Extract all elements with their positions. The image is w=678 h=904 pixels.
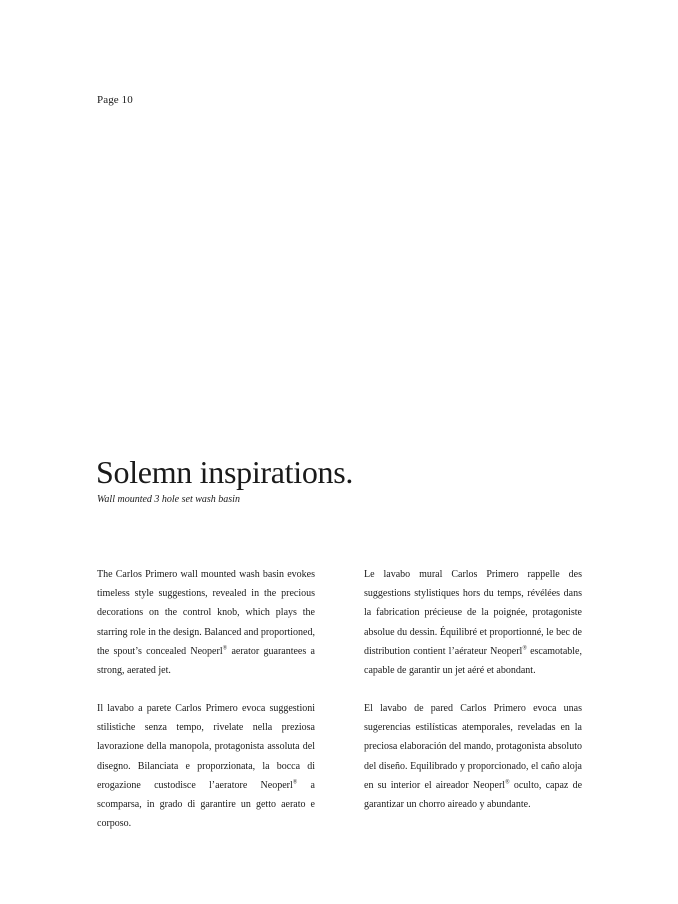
page-number: Page 10 (97, 94, 133, 106)
paragraph-italian: Il lavabo a parete Carlos Primero evoca suggestioni stilistiche senza tempo, rivelate nella preziosa lavorazione della manopola, protagonista assoluta del disegno. Bilanciata e proporzionata, la bocca di erogazione custodisce l’aeratore Neoperl® a scomparsa, in grado di garantire un getto aerato e corposo. (97, 703, 315, 830)
paragraph-english: The Carlos Primero wall mounted wash basin evokes timeless style suggestions, revealed in the precious decorations on the control knob, which plays the starring role in the design. Balanced and proportioned, the spout’s concealed Neoperl® aerator guarantees a strong, aerated jet. (97, 569, 315, 677)
paragraph-french: Le lavabo mural Carlos Primero rappelle des suggestions stylistiques hors du temps, révélées dans la fabrication précieuse de la poignée, protagoniste absolue du dessin. Équilibré et proportionné, le bec de distribution contient l’aérateur Neoperl® escamotable, capable de garantir un jet aéré et abondant. (364, 569, 582, 677)
paragraph-spanish: El lavabo de pared Carlos Primero evoca unas sugerencias estilísticas atemporales, reveladas en la preciosa elaboración del mando, protagonista absoluto del diseño. Equilibrado y proporcionado, el caño aloja en su interior el aireador Neoperl® oculto, capaz de garantizar un chorro aireado y abundante. (364, 703, 583, 811)
page-subtitle: Wall mounted 3 hole set wash basin (97, 494, 240, 505)
page-title: Solemn inspirations. (96, 454, 354, 490)
